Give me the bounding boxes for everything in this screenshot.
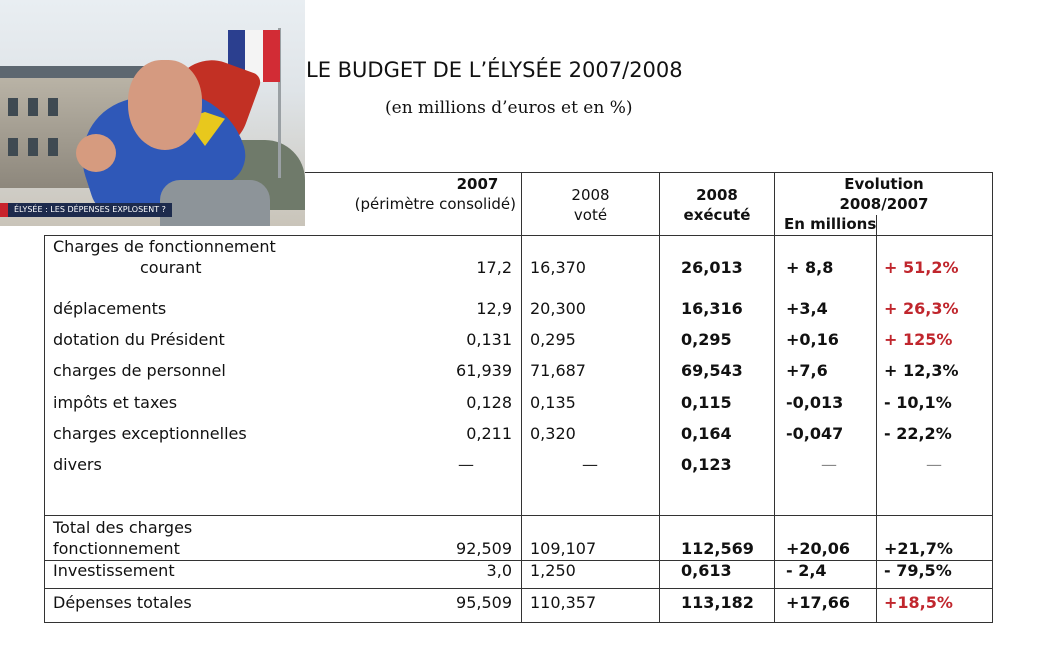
- header-2008-vote: 2008: [571, 186, 610, 204]
- cell-diff: +17,66: [786, 593, 851, 612]
- cell-y2007: 17,2: [476, 258, 512, 277]
- cell-y2007: 61,939: [456, 361, 512, 380]
- cell-pct: + 26,3%: [884, 299, 959, 318]
- row-label: déplacements: [53, 299, 167, 318]
- cell-y2008e: 16,316: [681, 299, 743, 318]
- row-label-cont: fonctionnement: [53, 539, 180, 558]
- cell-diff: —: [821, 455, 837, 474]
- row-label: Investissement: [53, 561, 175, 580]
- cell-pct: +21,7%: [884, 539, 953, 558]
- row-label: Dépenses totales: [53, 593, 192, 612]
- header-evolution: Evolution: [844, 175, 924, 193]
- cell-y2007: 0,128: [466, 393, 512, 412]
- cell-diff: -0,013: [786, 393, 844, 412]
- cell-y2007: —: [458, 455, 474, 474]
- cell-y2008v: 0,135: [530, 393, 576, 412]
- cell-diff: + 8,8: [786, 258, 834, 277]
- cell-diff: - 2,4: [786, 561, 827, 580]
- cell-y2008v: 109,107: [530, 539, 597, 558]
- cell-y2008v: 71,687: [530, 361, 586, 380]
- row-label: impôts et taxes: [53, 393, 178, 412]
- ticker-accent: [0, 203, 8, 217]
- cell-pct: - 22,2%: [884, 424, 952, 443]
- cell-y2008e: 0,613: [681, 561, 732, 580]
- news-ticker: ÉLYSÉE : LES DÉPENSES EXPLOSENT ?: [8, 203, 172, 217]
- machine: [160, 180, 270, 226]
- cell-y2008v: 1,250: [530, 561, 576, 580]
- cell-pct: —: [926, 455, 942, 474]
- page-subtitle: (en millions d’euros et en %): [385, 98, 633, 118]
- cell-diff: -0,047: [786, 424, 844, 443]
- cell-y2008v: 16,370: [530, 258, 586, 277]
- cell-y2008e: 0,164: [681, 424, 732, 443]
- cell-y2008e: 112,569: [681, 539, 754, 558]
- page-title: LE BUDGET DE L’ÉLYSÉE 2007/2008: [306, 58, 683, 82]
- cell-y2008e: 0,295: [681, 330, 732, 349]
- cell-y2007: 0,131: [466, 330, 512, 349]
- hero-fist: [76, 134, 116, 172]
- row-label: divers: [53, 455, 102, 474]
- cell-y2008v: 20,300: [530, 299, 586, 318]
- cell-y2007: 95,509: [456, 593, 512, 612]
- cell-y2008e: 69,543: [681, 361, 743, 380]
- cell-pct: - 79,5%: [884, 561, 952, 580]
- cell-pct: + 12,3%: [884, 361, 959, 380]
- row-label-cont: courant: [140, 258, 202, 277]
- cell-y2008e: 113,182: [681, 593, 754, 612]
- header-2007: 2007: [456, 175, 499, 193]
- cell-y2008e: 0,115: [681, 393, 732, 412]
- cell-diff: +3,4: [786, 299, 828, 318]
- row-label: charges exceptionnelles: [53, 424, 247, 443]
- cell-y2008v: 0,320: [530, 424, 576, 443]
- cell-y2008e: 0,123: [681, 455, 732, 474]
- cell-y2008e: 26,013: [681, 258, 743, 277]
- cell-y2008v: —: [582, 455, 598, 474]
- cell-diff: +7,6: [786, 361, 828, 380]
- cell-pct: +18,5%: [884, 593, 953, 612]
- cell-y2008v: 110,357: [530, 593, 597, 612]
- header-evolution-period: 2008/2007: [839, 195, 929, 213]
- row-label: Charges de fonctionnement: [53, 237, 276, 256]
- cell-y2007: 3,0: [486, 561, 512, 580]
- cell-y2008v: 0,295: [530, 330, 576, 349]
- hero-head: [128, 60, 202, 150]
- cell-pct: + 51,2%: [884, 258, 959, 277]
- news-photo: [0, 0, 305, 226]
- cell-diff: +0,16: [786, 330, 839, 349]
- cell-diff: +20,06: [786, 539, 851, 558]
- cell-y2007: 92,509: [456, 539, 512, 558]
- header-2008-vote-sub: voté: [573, 206, 608, 224]
- cell-y2007: 12,9: [476, 299, 512, 318]
- cell-y2007: 0,211: [466, 424, 512, 443]
- header-evolution-unit: En millions: [784, 215, 877, 233]
- row-label: dotation du Président: [53, 330, 225, 349]
- header-2008-exec: 2008: [696, 186, 738, 204]
- cell-pct: - 10,1%: [884, 393, 952, 412]
- header-2008-exec-sub: exécuté: [683, 206, 751, 224]
- header-2007-sub: (périmètre consolidé): [354, 195, 516, 213]
- cell-pct: + 125%: [884, 330, 953, 349]
- row-label: charges de personnel: [53, 361, 226, 380]
- row-label: Total des charges: [53, 518, 193, 537]
